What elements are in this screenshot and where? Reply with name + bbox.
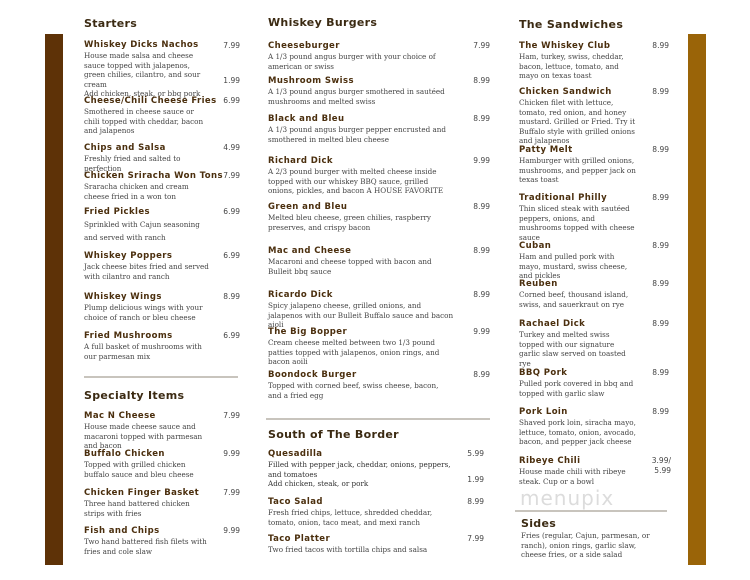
section-divider <box>84 376 238 378</box>
item-desc: Chicken filet with lettuce, tomato, red onion, and honey mustard. Grilled or Fried. Try it Buffalo style with grilled onions and jalapenos <box>519 98 636 146</box>
item-name: Whiskey Dicks Nachos <box>84 40 199 50</box>
item-price: 7.99 <box>467 534 484 543</box>
menu-item <box>519 279 669 309</box>
section-divider <box>266 418 490 420</box>
item-desc: Cream cheese melted between two 1/3 pound patties topped with jalapenos, onion rings, and bacon aoili <box>268 338 440 367</box>
menu-item <box>268 202 490 232</box>
item-name: Fried Pickles <box>84 207 150 217</box>
item-name: The Big Bopper <box>268 327 348 337</box>
item-desc: Fresh fried chips, lettuce, shredded cheddar, tomato, onion, taco meat, and mexi ranch <box>268 508 433 527</box>
menu-item <box>268 114 490 144</box>
item-name: Reuben <box>519 279 558 289</box>
item-desc: Freshly fried and salted to perfection <box>84 154 181 173</box>
item-name: Richard Dick <box>268 156 333 166</box>
item-name: Cheeseburger <box>268 41 340 51</box>
item-name: Cheese/Chili Cheese Fries <box>84 96 217 106</box>
section-divider <box>515 510 667 512</box>
menu-item <box>84 143 240 173</box>
item-price: 8.99 <box>473 290 490 299</box>
item-name: Fried Mushrooms <box>84 331 173 341</box>
item-price: 8.99 <box>473 246 490 255</box>
item-desc: Plump delicious wings with your choice of ranch or bleu cheese <box>84 303 203 322</box>
menu-item <box>519 145 669 185</box>
item-desc: A 1/3 pound angus burger with your choice of american or swiss <box>268 52 436 71</box>
item-name: Traditional Philly <box>519 193 608 203</box>
item-name: Patty Melt <box>519 145 573 155</box>
item-price: 8.99 <box>473 114 490 123</box>
item-name: Green and Bleu <box>268 202 348 212</box>
item-desc: Sraracha chicken and cream cheese fried in a won ton <box>84 182 189 201</box>
item-price: 6.99 <box>223 331 240 340</box>
item-price: 6.99 <box>223 207 240 216</box>
item-price: 8.99 <box>223 292 240 301</box>
item-desc: Two hand battered fish filets with fries and cole slaw <box>84 537 207 556</box>
menu-item <box>268 327 490 367</box>
section-title-starters: Starters <box>84 17 138 30</box>
item-price: 9.99 <box>223 526 240 535</box>
menu-item <box>268 497 490 527</box>
item-price: 6.99 <box>223 96 240 105</box>
menu-item <box>268 156 490 196</box>
menu-item <box>268 41 490 71</box>
item-price: 8.99 <box>652 241 669 250</box>
item-name: Mac and Cheese <box>268 246 352 256</box>
item-desc: Corned beef, thousand island, swiss, and sauerkraut on rye <box>519 290 629 309</box>
menu-item <box>84 251 240 281</box>
menu-item <box>268 76 490 106</box>
item-price: 8.99 <box>652 319 669 328</box>
menu-item <box>84 331 240 361</box>
item-name: Cuban <box>519 241 552 251</box>
menupix-watermark: menupix <box>520 486 615 510</box>
item-name: Pork Loin <box>519 407 568 417</box>
item-desc: Pulled pork covered in bbq and topped with garlic slaw <box>519 379 634 398</box>
item-desc: Filled with pepper jack, cheddar, onions, peppers, and tomatoes <box>268 460 451 479</box>
item-desc: House made chili with ribeye steak. Cup or a bowl <box>519 467 626 486</box>
menu-item <box>84 526 240 556</box>
section-title-sandwiches: The Sandwiches <box>519 18 624 31</box>
item-addon: Add chicken, steak, or bbq pork <box>84 89 201 99</box>
menu-item <box>268 534 490 555</box>
menu-item <box>519 41 669 81</box>
item-name: Taco Salad <box>268 497 323 507</box>
menu-item <box>268 370 490 400</box>
item-price: 8.99 <box>473 370 490 379</box>
section-title-sides: Sides <box>521 517 557 530</box>
section-title-burgers: Whiskey Burgers <box>268 16 378 29</box>
right-decorative-bar <box>688 34 706 565</box>
menu-item <box>84 40 240 99</box>
left-decorative-bar <box>45 34 63 565</box>
item-name: Boondock Burger <box>268 370 357 380</box>
menu-item <box>519 87 669 146</box>
item-name: Whiskey Wings <box>84 292 162 302</box>
item-price: 8.99 <box>652 87 669 96</box>
item-price: 8.99 <box>473 76 490 85</box>
menu-item <box>268 246 490 276</box>
sides-desc: Fries (regular, Cajun, parmesan, or ranch), onion rings, garlic slaw, cheese fries, or a side salad <box>521 531 650 560</box>
menu-item <box>84 488 240 518</box>
item-price: 8.99 <box>652 368 669 377</box>
item-desc: Smothered in cheese sauce or chili topped with cheddar, bacon and jalapenos <box>84 107 204 136</box>
section-title-specialty: Specialty Items <box>84 389 185 402</box>
item-name: Buffalo Chicken <box>84 449 165 459</box>
item-price: 4.99 <box>223 143 240 152</box>
item-price: 8.99 <box>652 279 669 288</box>
item-desc: Hamburger with grilled onions, mushrooms, and pepper jack on texas toast <box>519 156 636 185</box>
item-name: Rachael Dick <box>519 319 586 329</box>
item-addon: Add chicken, steak, or pork <box>268 479 369 489</box>
item-price: 8.99 <box>652 193 669 202</box>
item-price: 7.99 <box>223 171 240 180</box>
item-desc: Melted bleu cheese, green chilies, raspberry preserves, and crispy bacon <box>268 213 431 232</box>
item-name: Mac N Cheese <box>84 411 156 421</box>
item-price: 9.99 <box>223 449 240 458</box>
item-desc: Three hand battered chicken strips with fries <box>84 499 190 518</box>
menu-item <box>519 193 669 242</box>
item-name: Quesadilla <box>268 449 323 459</box>
item-name: Whiskey Poppers <box>84 251 173 261</box>
item-price: 9.99 <box>473 327 490 336</box>
item-price: 8.99 <box>467 497 484 506</box>
item-desc: Sprinkled with Cajun seasoning and served with ranch <box>84 220 200 242</box>
menu-item <box>268 449 490 489</box>
addon-price: 1.99 <box>223 76 240 85</box>
menu-item <box>84 207 240 244</box>
item-price: 7.99 <box>223 41 240 50</box>
menu-item <box>519 456 669 486</box>
item-name: Taco Platter <box>268 534 331 544</box>
menu-item <box>84 96 240 136</box>
item-price: 8.99 <box>652 145 669 154</box>
item-desc: Topped with corned beef, swiss cheese, bacon, and a fried egg <box>268 381 439 400</box>
menu-item <box>519 319 669 368</box>
item-desc: House made cheese sauce and macaroni topped with parmesan and bacon <box>84 422 203 451</box>
item-name: The Whiskey Club <box>519 41 611 51</box>
item-desc: Topped with grilled chicken buffalo sauce and bleu cheese <box>84 460 194 479</box>
item-name: Black and Bleu <box>268 114 345 124</box>
addon-price: 1.99 <box>467 475 484 484</box>
menu-item <box>84 449 240 479</box>
item-desc: A full basket of mushrooms with our parmesan mix <box>84 342 202 361</box>
item-price: 5.99 <box>467 449 484 458</box>
item-desc: Ham and pulled pork with mayo, mustard, swiss cheese, and pickles <box>519 252 628 281</box>
item-name: Mushroom Swiss <box>268 76 354 86</box>
item-price: 8.99 <box>652 41 669 50</box>
item-price: 7.99 <box>473 41 490 50</box>
item-name: Chicken Sriracha Won Tons <box>84 171 223 181</box>
item-price: 6.99 <box>223 251 240 260</box>
item-desc: Turkey and melted swiss topped with our signature garlic slaw served on toasted rye <box>519 330 626 368</box>
item-desc: Thin sliced steak with sautéed peppers, onions, and mushrooms topped with cheese sauce <box>519 204 635 242</box>
menu-item <box>519 368 669 398</box>
item-price: 8.99 <box>652 407 669 416</box>
item-name: Fish and Chips <box>84 526 160 536</box>
menu-item <box>84 411 240 451</box>
item-price: 3.99/ 5.99 <box>651 456 671 475</box>
item-desc: Jack cheese bites fried and served with cilantro and ranch <box>84 262 209 281</box>
item-price: 9.99 <box>473 156 490 165</box>
menu-item <box>519 241 669 281</box>
item-desc: Two fried tacos with tortilla chips and salsa <box>268 545 428 554</box>
item-name: Ricardo Dick <box>268 290 333 300</box>
item-name: Chicken Sandwich <box>519 87 612 97</box>
item-price: 7.99 <box>223 411 240 420</box>
menu-item <box>519 407 669 447</box>
item-name: Ribeye Chili <box>519 456 581 466</box>
item-price: 8.99 <box>473 202 490 211</box>
item-desc: A 1/3 pound angus burger smothered in sautéed mushrooms and melted swiss <box>268 87 445 106</box>
item-desc: A 1/3 pound angus burger pepper encrusted and smothered in melted bleu cheese <box>268 125 446 144</box>
item-name: BBQ Pork <box>519 368 568 378</box>
item-desc: Ham, turkey, swiss, cheddar, bacon, lettuce, tomato, and mayo on texas toast <box>519 52 624 81</box>
item-desc: Shaved pork loin, siracha mayo, lettuce, tomato, onion, avocado, bacon, and pepper jack cheese <box>519 418 636 447</box>
item-desc: Macaroni and cheese topped with bacon and Bulleit bbq sauce <box>268 257 432 276</box>
item-desc: A 2/3 pound burger with melted cheese inside topped with our whiskey BBQ sauce, grilled onions, pickles, and bacon A HOUSE FAVORITE <box>268 167 444 196</box>
item-name: Chips and Salsa <box>84 143 166 153</box>
menu-item <box>268 290 490 330</box>
menu-item <box>84 292 240 322</box>
item-desc: House made salsa and cheese sauce topped with jalapenos, green chilies, cilantro, and sour cream <box>84 51 201 89</box>
item-desc: Spicy jalapeno cheese, grilled onions, and jalapenos with our Bulleit Buffalo sauce and bacon aioli <box>268 301 454 330</box>
item-price: 7.99 <box>223 488 240 497</box>
item-name: Chicken Finger Basket <box>84 488 200 498</box>
menu-item <box>84 171 240 201</box>
section-title-border: South of The Border <box>268 428 399 441</box>
